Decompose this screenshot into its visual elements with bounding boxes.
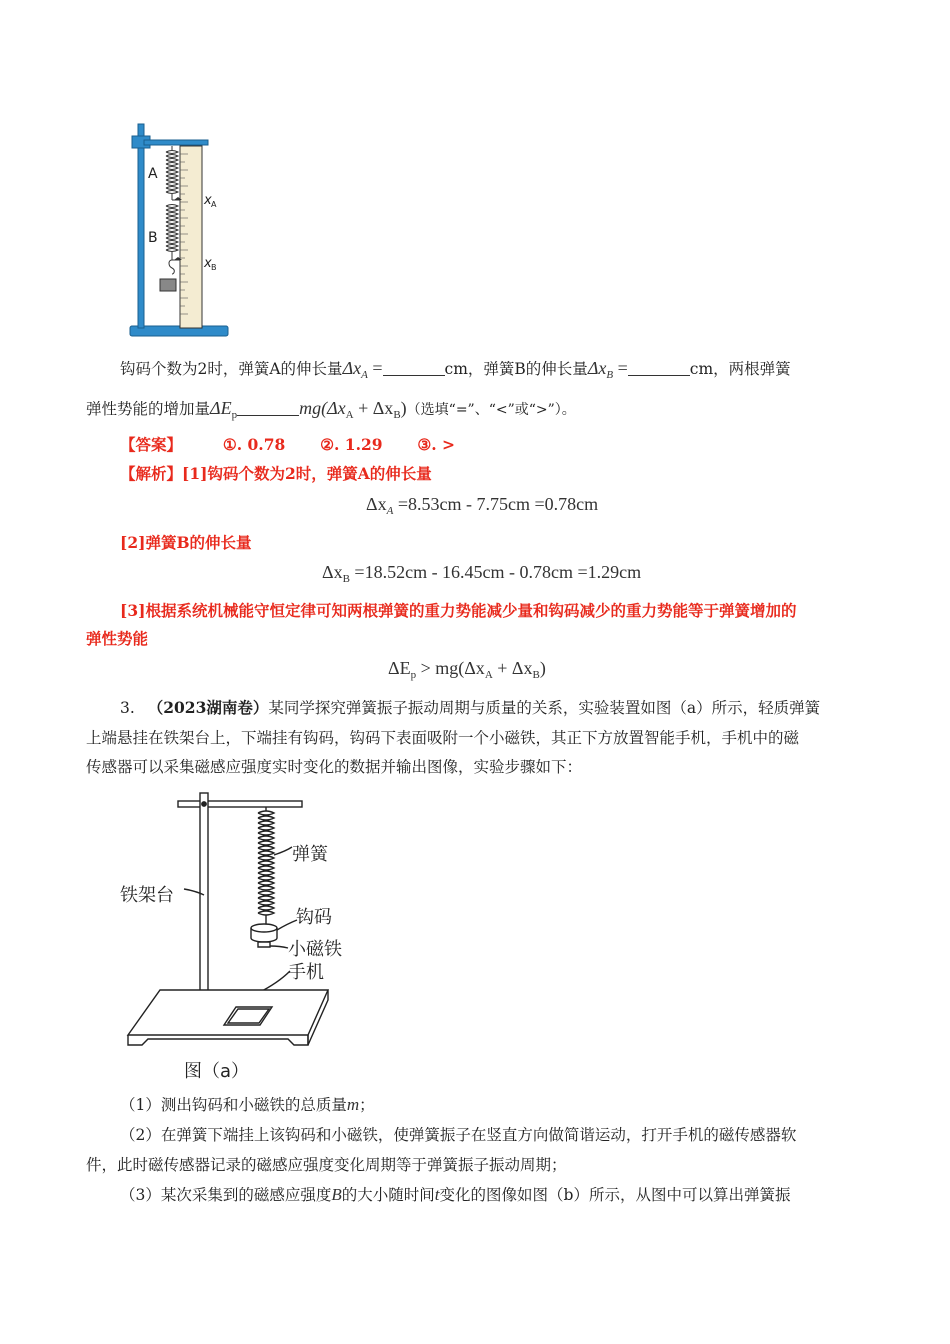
answer-label: 【答案】 [120,435,183,454]
analysis-line-3a: [3]根据系统机械能守恒定律可知两根弹簧的重力势能减少量和钩码减少的重力势能等于弹簧增加的 [120,601,797,620]
answer-line [120,434,455,456]
answer-3: ③. > [417,435,456,454]
answer-blank-2[interactable] [628,361,690,376]
q3-line-2: 上端悬挂在铁架台上，下端挂有钩码，钩码下表面吸附一个小磁铁，其正下方放置智能手机，手机中的磁 [86,729,800,747]
label-iron-stand: 铁架台 [120,885,174,906]
question-line-2: 弹性势能的增加量$\Delta E_p$ $mg(\Delta x_A + \Delta x_B)$（选填“=”、“<”或“>”）。 [86,398,576,421]
answer-1: ①. 0.78 [222,435,286,454]
label-weight: 钩码 [296,907,332,928]
figure-a-caption: 图（a） [184,1061,250,1082]
label-xa: x [204,193,212,208]
answer-blank-3[interactable] [237,401,299,416]
label-magnet: 小磁铁 [288,939,342,960]
figure-spring-ruler [118,114,238,340]
q3-source: （2023湖南卷） [147,698,269,717]
figure-a-apparatus [118,785,348,1085]
var-t: t [434,1185,440,1204]
step-2-line-2: 件，此时磁传感器记录的磁感应强度变化周期等于弹簧振子振动周期； [86,1156,567,1174]
answer-blank-1[interactable] [383,361,445,376]
formula-dxb: $\Delta x_B =18.52cm - 16.45cm - 0.78cm =1.29cm$ [322,562,642,585]
formula-dep: $\Delta E_p > mg(\Delta x_A + \Delta x_B)$ [388,658,546,681]
answer-2: ②. 1.29 [320,435,383,454]
var-m: m [346,1095,360,1114]
label-spring-b: B [148,230,158,246]
label-xb-sub: B [211,263,217,272]
q3-line-3: 传感器可以采集磁感应强度实时变化的数据并输出图像，实验步骤如下： [86,758,583,776]
step-2-line-1: （2）在弹簧下端挂上该钩码和小磁铁，使弹簧振子在竖直方向做简谐运动，打开手机的磁传感器软 [120,1126,797,1144]
label-xa-sub: A [211,200,217,209]
label-phone: 手机 [288,962,324,983]
step-3: （3）某次采集到的磁感应强度B的大小随时间t变化的图像如图（b）所示，从图中可以算出弹簧振 [120,1185,791,1204]
q3-line-1: 3. （2023湖南卷）某同学探究弹簧振子振动周期与质量的关系，实验装置如图（a）所示，轻质弹簧 [120,698,821,717]
analysis-line-3b: 弹性势能 [86,629,149,648]
formula-dxa: $\Delta x_A =8.53cm - 7.75cm =0.78cm$ [366,494,599,517]
analysis-line-1: 【解析】[1]钩码个数为2时，弹簧A的伸长量 [120,464,432,483]
var-b: B [331,1185,342,1204]
q3-number: 3. [120,699,135,717]
analysis-line-2: [2]弹簧B的伸长量 [120,533,252,552]
label-spring: 弹簧 [292,844,328,865]
analysis-label: 【解析】 [120,464,183,483]
label-spring-a: A [148,166,158,182]
step-1: （1）测出钩码和小磁铁的总质量m； [120,1095,375,1114]
label-xb: x [204,256,212,271]
question-line-1: 钩码个数为2时，弹簧A的伸长量$\Delta x_A$ = cm，弹簧B的伸长量$\Delta x_B$ = cm，两根弹簧 [120,358,791,381]
